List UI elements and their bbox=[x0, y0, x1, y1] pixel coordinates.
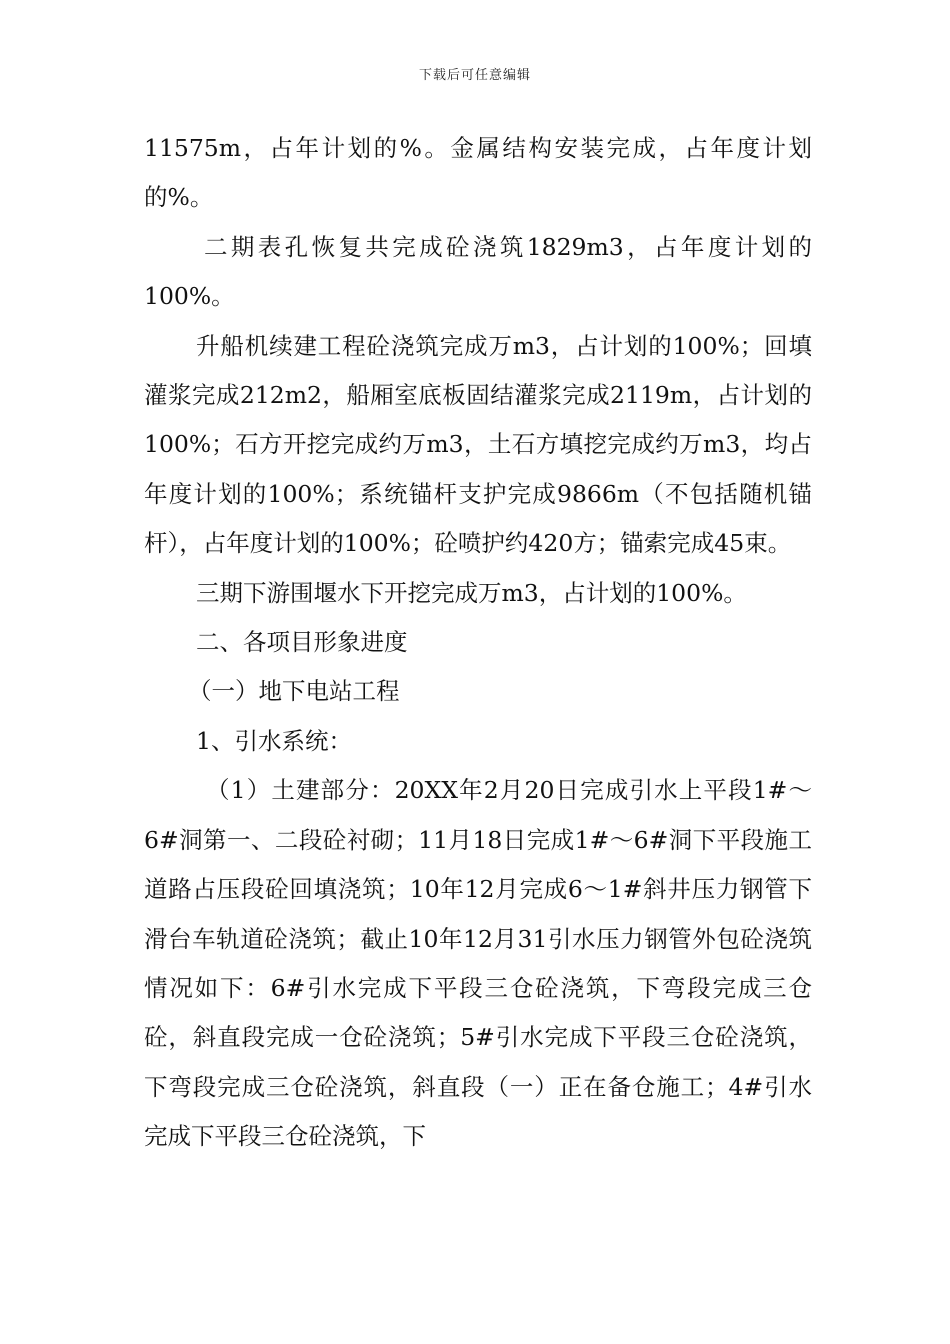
document-body bbox=[144, 124, 812, 1162]
subsection-heading-underground-station: （一）地下电站工程 bbox=[188, 677, 400, 706]
page-header-note: 下载后可任意编辑 bbox=[418, 68, 531, 83]
item-heading-water-diversion: 1、引水系统： bbox=[196, 726, 352, 755]
paragraph-ship-lift: 升船机续建工程砼浇筑完成万m3，占计划的100%；回填灌浆完成212m2，船厢室底板固结灌浆完成2119m，占计划的100%；石方开挖完成约万m3，土石方填挖完成约万m3，均占年度计划的100%；系统锚杆支护完成9866m（不包括随机锚杆），占年度计划的100%；砼喷护约420方；锚索完成45束。 bbox=[144, 331, 812, 558]
paragraph-cofferdam: 三期下游围堰水下开挖完成万m3，占计划的100%。 bbox=[196, 578, 747, 607]
paragraph-civil-works: （1）土建部分：20XX年2月20日完成引水上平段1#～6#洞第一、二段砼衬砌；11月18日完成1#～6#洞下平段施工道路占压段砼回填浇筑；10年12月完成6～1#斜井压力钢管下滑台车轨道砼浇筑；截止10年12月31引水压力钢管外包砼浇筑情况如下：6#引水完成下平段三仓砼浇筑，下弯段完成三仓砼，斜直段完成一仓砼浇筑；5#引水完成下平段三仓砼浇筑，下弯段完成三仓砼浇筑，斜直段（一）正在备仓施工；4#引水完成下平段三仓砼浇筑，下 bbox=[144, 776, 812, 1151]
section-heading-progress: 二、各项目形象进度 bbox=[196, 628, 408, 657]
paragraph-metal-structure: 11575m，占年计划的%。金属结构安装完成，占年度计划的%。 bbox=[144, 134, 812, 212]
paragraph-surface-hole: 二期表孔恢复共完成砼浇筑1829m3，占年度计划的100%。 bbox=[144, 232, 812, 311]
